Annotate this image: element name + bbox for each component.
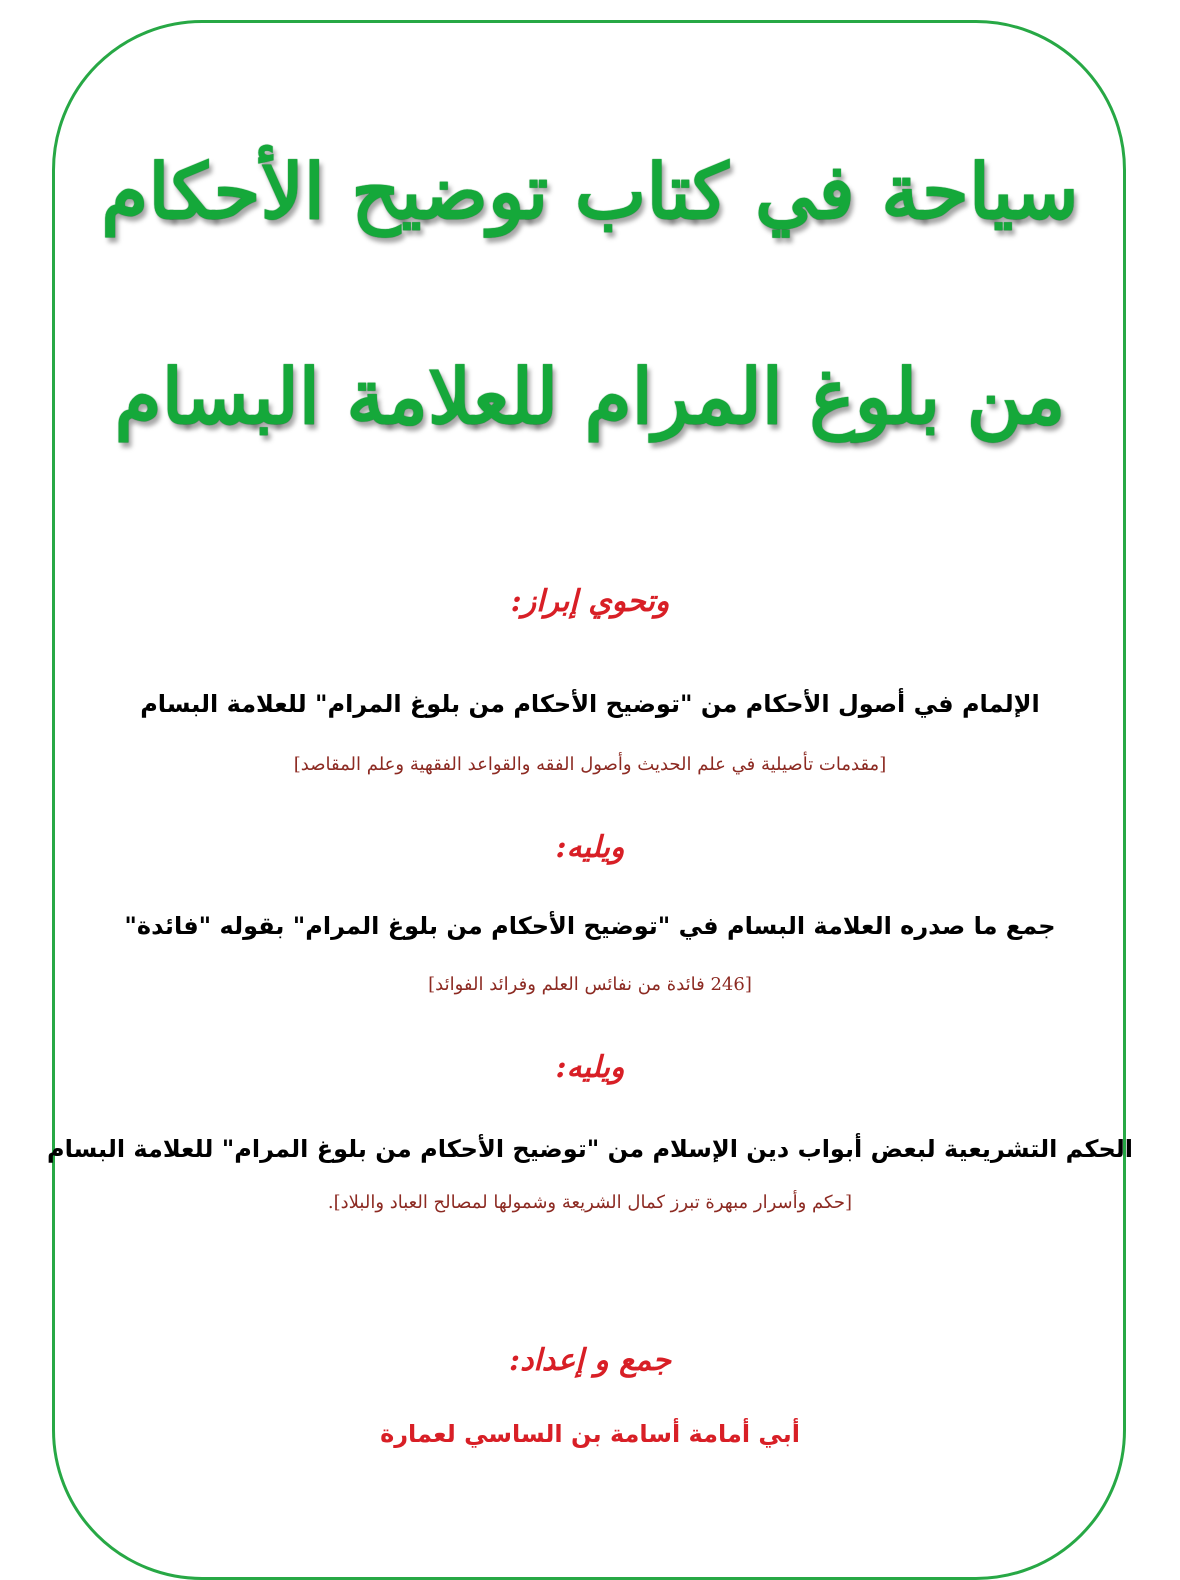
section-3-note: [حكم وأسرار مبهرة تبرز كمال الشريعة وشمولها لمصالح العباد والبلاد].: [327, 1192, 853, 1213]
contains-label: وتحوي إبراز:: [510, 584, 670, 619]
cover-title-line-1: سياحة في كتاب توضيح الأحكام: [101, 147, 1079, 236]
section-3-title: الحكم التشريعية لبعض أبواب دين الإسلام من "توضيح الأحكام من بلوغ المرام" للعلامة البسام: [47, 1135, 1133, 1163]
section-2-title: جمع ما صدره العلامة البسام في "توضيح الأحكام من بلوغ المرام" بقوله "فائدة": [124, 912, 1056, 940]
section-2-note: [246 فائدة من نفائس العلم وفرائد الفوائد]: [428, 974, 752, 995]
author-name: أبي أمامة أسامة بن الساسي لعمارة: [380, 1420, 800, 1448]
section-1-title: الإلمام في أصول الأحكام من "توضيح الأحكام من بلوغ المرام" للعلامة البسام: [140, 690, 1040, 718]
section-1-note: [مقدمات تأصيلية في علم الحديث وأصول الفقه والقواعد الفقهية وعلم المقاصد]: [293, 754, 887, 775]
section-3-label: ويليه:: [555, 1050, 625, 1085]
cover-title-line-2: من بلوغ المرام للعلامة البسام: [114, 352, 1066, 441]
compiled-by-label: جمع و إعداد:: [509, 1343, 671, 1378]
section-2-label: ويليه:: [555, 830, 625, 865]
